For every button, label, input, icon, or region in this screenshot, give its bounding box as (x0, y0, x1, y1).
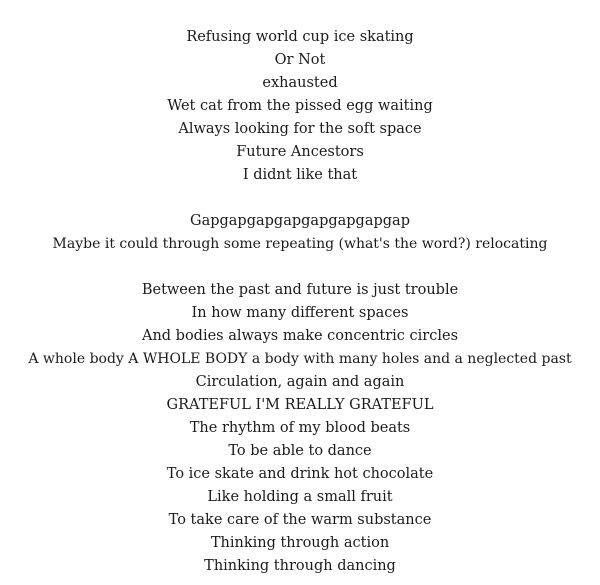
poem-line: And bodies always make concentric circles (141, 328, 459, 344)
poem-line: Future Ancestors (236, 144, 364, 160)
poem-line: In how many different spaces (191, 305, 409, 321)
poem-line: exhausted (262, 75, 338, 91)
poem-line: Or Not (274, 52, 326, 68)
poem-line: Gapgapgapgapgapgapgapgap (190, 213, 410, 229)
poem-line: Thinking through action (210, 535, 390, 551)
poem (0, 26, 600, 578)
poem-line: Between the past and future is just trouble (141, 282, 459, 298)
poem-line: Like holding a small fruit (207, 489, 393, 505)
poem-line: Circulation, again and again (195, 374, 405, 390)
poem-line: I didnt like that (242, 167, 358, 183)
poem-line: To ice skate and drink hot chocolate (166, 466, 434, 482)
poem-line: To be able to dance (228, 443, 372, 459)
poem-line: Always looking for the soft space (178, 121, 422, 137)
poem-line: Maybe it could through some repeating (what's the word?) relocating (52, 236, 548, 252)
poem-line: The rhythm of my blood beats (189, 420, 411, 436)
poem-line: Refusing world cup ice skating (186, 29, 414, 45)
poem-line: A whole body A WHOLE BODY a body with many holes and a neglected past (28, 351, 572, 367)
poem-line: To take care of the warm substance (168, 512, 432, 528)
poem-line: Wet cat from the pissed egg waiting (167, 98, 433, 114)
poem-line: Thinking through dancing (204, 558, 396, 574)
stanza-break (0, 256, 600, 279)
poem-line: GRATEFUL I'M REALLY GRATEFUL (166, 397, 434, 413)
stanza-break (0, 187, 600, 210)
